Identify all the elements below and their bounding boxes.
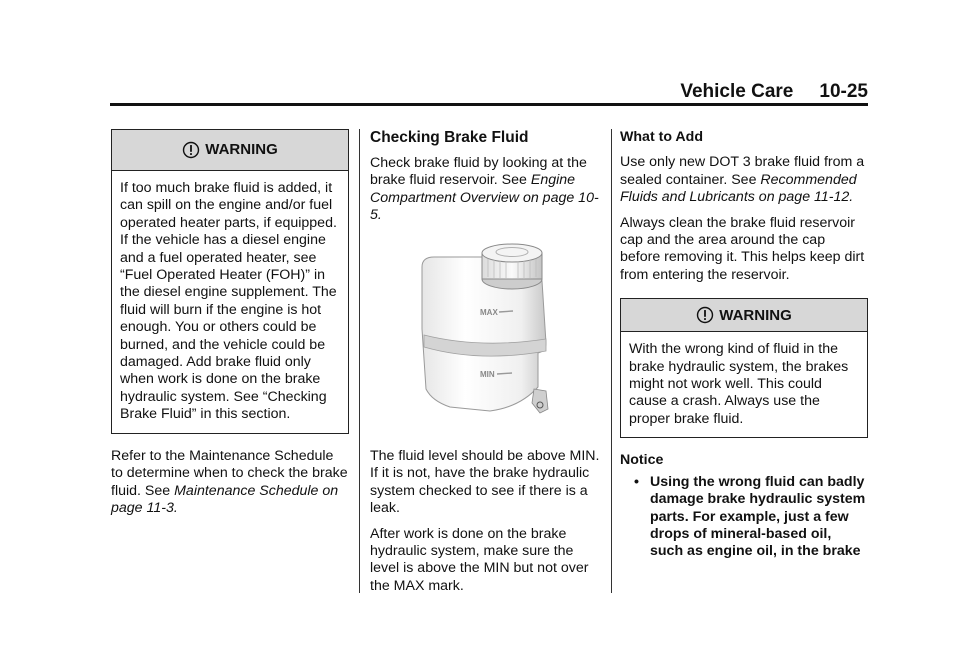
intro-text: Check brake fluid by looking at the brake fluid reservoir. See <box>370 155 587 189</box>
warning-text: If too much brake fluid is added, it can spill on the engine and/or fuel operated heater parts, if equipped. If the vehicle has a diesel engine and a fuel operated heater, see “Fuel Operated Heater (FOH)” in the diesel engine supplement. The fluid will burn if the engine is hot enough. You or others could be burned, and the vehicle could be damaged. Add brake fluid only when work is done on the brake hydraulic system. See “Checking Brake Fluid” in this section. <box>120 180 337 423</box>
warning-icon <box>182 141 200 159</box>
max-mark-label: MAX <box>480 307 498 317</box>
header-rule <box>110 103 868 106</box>
dot3-text: Use only new DOT 3 brake fluid from a sealed container. See <box>620 154 865 188</box>
engine-compartment-reference[interactable]: Engine Compartment Overview on page 10-5. <box>370 172 599 224</box>
column-1 <box>111 129 349 525</box>
warning-body <box>621 332 867 437</box>
maintenance-paragraph <box>111 448 349 518</box>
notice-list-item <box>634 474 868 561</box>
warning-title: WARNING <box>205 141 278 159</box>
section-title: Vehicle Care <box>680 81 794 102</box>
warning-text: With the wrong kind of fluid in the brake hydraulic system, the brakes might not work well. This could cause a crash. Always use the proper brake fluid. <box>629 341 849 427</box>
maintenance-schedule-reference[interactable]: Maintenance Schedule on page 11-3. <box>111 482 339 516</box>
dot3-paragraph <box>620 154 868 206</box>
brake-fluid-reservoir-illustration <box>370 239 602 429</box>
notice-heading: Notice <box>620 452 664 469</box>
intro-paragraph <box>370 155 602 225</box>
warning-title: WARNING <box>719 306 792 324</box>
warning-box-wrong-fluid <box>620 298 868 438</box>
notice-text: Using the wrong fluid can badly damage brake hydraulic system parts. For example, just a few drops of mineral-based oil, such as engine oil, in the brake <box>650 473 866 560</box>
page-number: 10-25 <box>819 81 868 102</box>
warning-icon <box>696 306 714 324</box>
recommended-fluids-reference[interactable]: Recommended Fluids and Lubricants on page 11-12. <box>620 171 857 206</box>
bullet-icon: • <box>634 473 639 490</box>
warning-header <box>112 130 348 171</box>
page-header <box>110 82 868 102</box>
section-heading: Checking Brake Fluid <box>370 129 529 146</box>
column-divider-right <box>611 129 612 593</box>
after-work-paragraph: After work is done on the brake hydraulic system, make sure the level is above the MIN but not over the MAX mark. <box>370 525 589 594</box>
warning-box-overfill <box>111 129 349 434</box>
min-mark-label: MIN <box>480 369 495 379</box>
column-2 <box>370 129 602 603</box>
paragraph-text: Refer to the Maintenance Schedule to determine when to check the brake fluid. See <box>111 447 348 499</box>
warning-body <box>112 171 348 433</box>
column-3 <box>620 129 868 561</box>
fluid-level-paragraph: The fluid level should be above MIN. If it is not, have the brake hydraulic system checked to see if there is a leak. <box>370 448 600 517</box>
warning-header <box>621 299 867 332</box>
clean-cap-paragraph: Always clean the brake fluid reservoir cap and the area around the cap before removing it. This helps keep dirt from entering the reservoir. <box>620 214 865 283</box>
what-to-add-heading: What to Add <box>620 129 703 145</box>
column-divider-left <box>359 129 360 593</box>
